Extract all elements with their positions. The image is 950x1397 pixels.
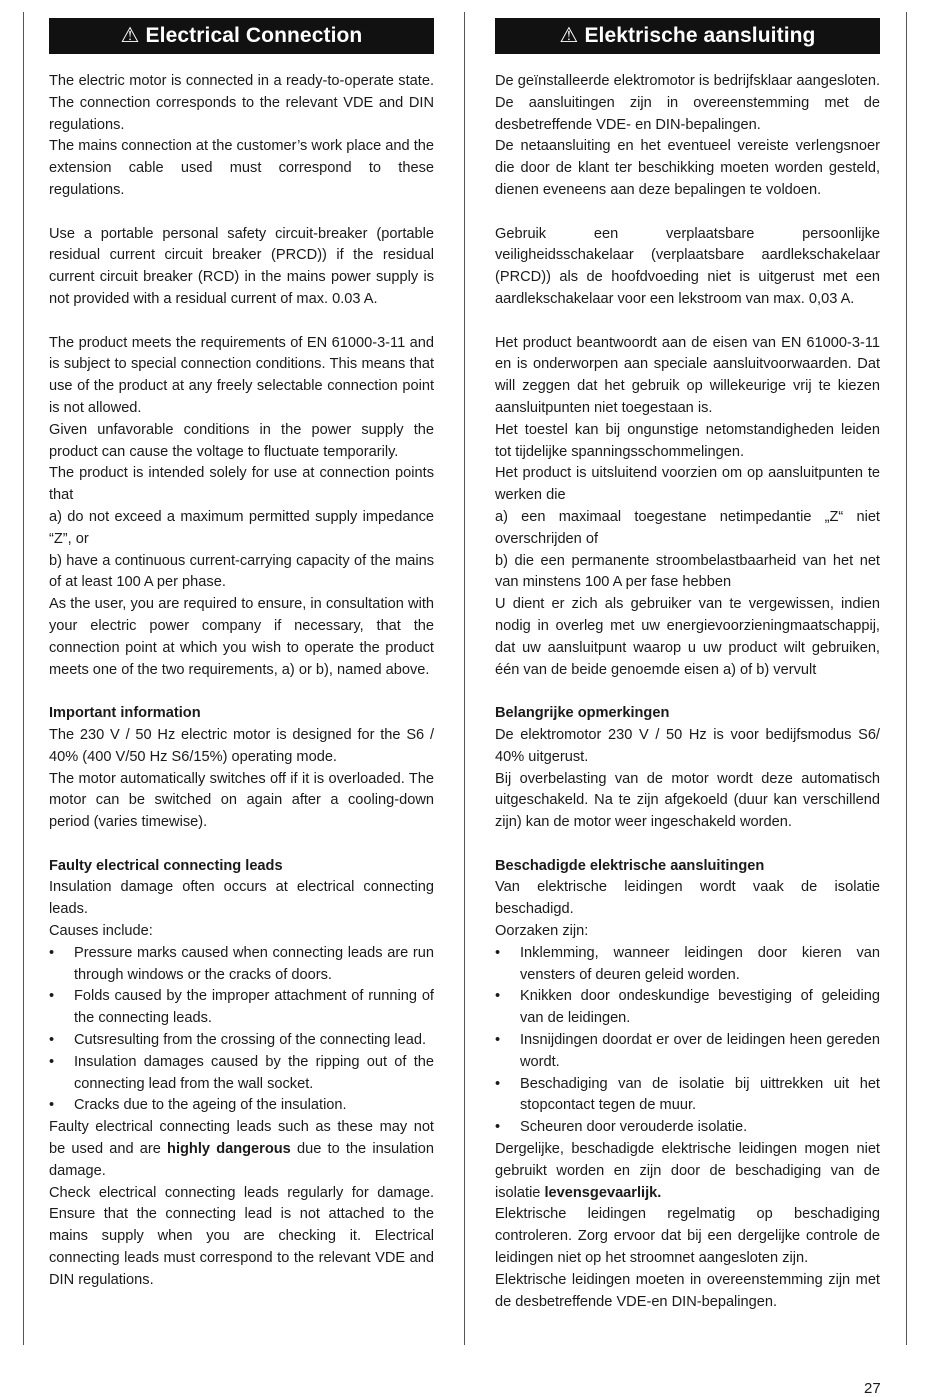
bullet-icon: • [495,1075,501,1092]
paragraph: Use a portable personal safety circuit-breaker (portable residual current circuit breaker (PRCD)) if the residual current circuit breaker (RCD) in the mains power supply is not provided with a residual current of max. 0.03 A. [49,225,434,307]
bullet-icon: • [49,944,55,961]
list-item: • Cracks due to the ageing of the insulation. [49,1095,434,1117]
paragraph: The product is intended solely for use at connection points that [49,465,434,504]
list-item: • Pressure marks caused when connecting leads are run through windows or the cracks of doors. [49,944,434,983]
emphasis-highly-dangerous: highly dangerous [167,1141,291,1158]
english-column [49,18,434,1292]
paragraph: The motor automatically switches off if it is overloaded. The motor can be switched on again after a cooling-down period (varies timewise). [49,770,434,831]
paragraph: Given unfavorable conditions in the power supply the product can cause the voltage to fluctuate temporarily. [49,421,434,460]
warning-triangle-icon: ⚠ [120,24,140,47]
paragraph: Bij overbelasting van de motor wordt deze automatisch uitgeschakeld. Na te zijn afgekoeld (duur kan verschillend zijn) kan de motor weer ingeschakeld worden. [495,770,880,831]
bullet-icon: • [49,1097,55,1114]
paragraph: Oorzaken zijn: [495,923,589,940]
bullet-icon: • [49,1053,55,1070]
dutch-body [495,71,880,1313]
paragraph: De geïnstalleerde elektromotor is bedrijfsklaar aangesloten. De aansluitingen zijn in overeenstemming met de desbetreffende VDE- en DIN-bepalingen. [495,73,880,133]
bullet-icon: • [49,988,55,1005]
paragraph: Check electrical connecting leads regularly for damage. Ensure that the connecting lead is not attached to the mains supply when you are checking it. Electrical connecting leads must correspond to the relevant VDE and DIN regulations. [49,1184,434,1288]
subheading-belangrijke-opmerkingen: Belangrijke opmerkingen [495,705,670,722]
list-item: • Knikken door ondeskundige bevestiging of geleiding van de leidingen. [495,988,880,1027]
paragraph: Insulation damage often occurs at electrical connecting leads. [49,879,434,918]
paragraph: As the user, you are required to ensure, in consultation with your electric power company if necessary, that the connection point at which you wish to operate the product meets one of the two requirements, a) or b), named above. [49,596,434,678]
paragraph: The mains connection at the customer’s work place and the extension cable used must correspond to these regulations. [49,138,434,198]
warning-triangle-icon: ⚠ [559,24,579,47]
paragraph: Faulty electrical connecting leads such as these may not be used and are highly dangerous due to the insulation damage. [49,1119,435,1179]
paragraph: The product meets the requirements of EN 61000-3-11 and is subject to special connection conditions. This means that use of the product at any freely selectable connection point is not allowed. [49,334,434,416]
paragraph: Elektrische leidingen regelmatig op beschadiging controleren. Zorg ervoor dat bij een dergelijke controle de leidingen niet op het stroomnet aangesloten zijn. [495,1206,880,1267]
paragraph: Gebruik een verplaatsbare persoonlijke veiligheidsschakelaar (verplaatsbare aardlekschakelaar (PRCD)) als de hoofdvoeding niet is uitgerust met een aardlekschakelaar voor een lekstroom van max. 0,03 A. [495,225,880,307]
right-margin-line [906,12,907,1345]
paragraph: Het product beantwoordt aan de eisen van EN 61000-3-11 en is onderworpen aan speciale aansluitvoorwaarden. Dat will zeggen dat het gebruik op willekeurige vrij te kiezen aansluitpunten niet toegestaan is. [495,334,880,416]
paragraph: a) een maximaal toegestane netimpedantie „Z“ niet overschrijden of [495,508,880,547]
bullet-icon: • [495,1119,501,1136]
list-item: • Beschadiging van de isolatie bij uittrekken uit het stopcontact tegen de muur. [495,1075,880,1114]
emphasis-levensgevaarlijk: levensgevaarlijk. [544,1184,662,1201]
paragraph: a) do not exceed a maximum permitted supply impedance “Z”, or [49,508,434,547]
causes-list [495,943,880,1139]
left-margin-line [23,12,24,1345]
list-item: • Inklemming, wanneer leidingen door kieren van vensters of deuren geleid worden. [495,944,880,983]
paragraph: b) die een permanente stroombelastbaarheid van het net van minstens 100 A per fase hebben [495,552,880,591]
paragraph: The electric motor is connected in a ready-to-operate state. The connection corresponds to the relevant VDE and DIN regulations. [49,73,434,133]
paragraph: De netaansluiting en het eventueel vereiste verlengsnoer die door de klant ter beschikking moeten worden gesteld, dienen eveneens aan deze bepalingen te voldoen. [495,138,880,198]
dutch-heading [495,18,880,54]
list-item: • Insnijdingen doordat er over de leidingen heen gereden wordt. [495,1032,880,1070]
english-body [49,71,434,1292]
paragraph: b) have a continuous current-carrying capacity of the mains of at least 100 A per phase. [49,552,434,591]
bullet-icon: • [49,1032,55,1049]
center-divider-line [464,12,465,1345]
english-heading-text: Electrical Connection [145,24,363,47]
bullet-icon: • [495,1032,501,1049]
causes-list [49,943,434,1117]
paragraph: Dergelijke, beschadigde elektrische leidingen mogen niet gebruikt worden en zijn door de beschadiging van de isolatie levensgevaarlijk. [495,1141,880,1201]
dutch-column [495,18,880,1313]
paragraph: De elektromotor 230 V / 50 Hz is voor bedijfsmodus S6/ 40% uitgerust. [495,726,880,765]
paragraph: Het product is uitsluitend voorzien om op aansluitpunten te werken die [495,465,880,504]
bullet-icon: • [495,988,501,1005]
list-item: • Cutsresulting from the crossing of the connecting lead. [49,1030,434,1052]
list-item: • Scheuren door verouderde isolatie. [495,1117,880,1139]
subheading-beschadigde-aansluitingen: Beschadigde elektrische aansluitingen [495,857,765,874]
list-item: • Folds caused by the improper attachment of running of the connecting leads. [49,988,434,1027]
page-number: 27 [864,1380,881,1397]
english-heading [49,18,434,54]
subheading-important-information: Important information [49,705,201,722]
subheading-faulty-leads: Faulty electrical connecting leads [49,857,283,874]
bullet-icon: • [495,944,501,961]
paragraph: Het toestel kan bij ongunstige netomstandigheden leiden tot tijdelijke spanningsschommelingen. [495,421,880,460]
paragraph: The 230 V / 50 Hz electric motor is designed for the S6 / 40% (400 V/50 Hz S6/15%) operating mode. [49,726,434,765]
paragraph: Elektrische leidingen moeten in overeenstemming zijn met de desbetreffende VDE-en DIN-bepalingen. [495,1271,880,1310]
paragraph: Van elektrische leidingen wordt vaak de isolatie beschadigd. [495,879,880,918]
list-item: • Insulation damages caused by the ripping out of the connecting lead from the wall socket. [49,1053,434,1092]
paragraph: Causes include: [49,923,153,940]
paragraph: U dient er zich als gebruiker van te vergewissen, indien nodig in overleg met uw energievoorzieningmaatschappij, dat uw aansluitpunt waarop u uw product wilt gebruiken, één van de beide genoemde eisen a) of b) vervult [495,596,880,678]
dutch-heading-text: Elektrische aansluiting [584,24,816,47]
